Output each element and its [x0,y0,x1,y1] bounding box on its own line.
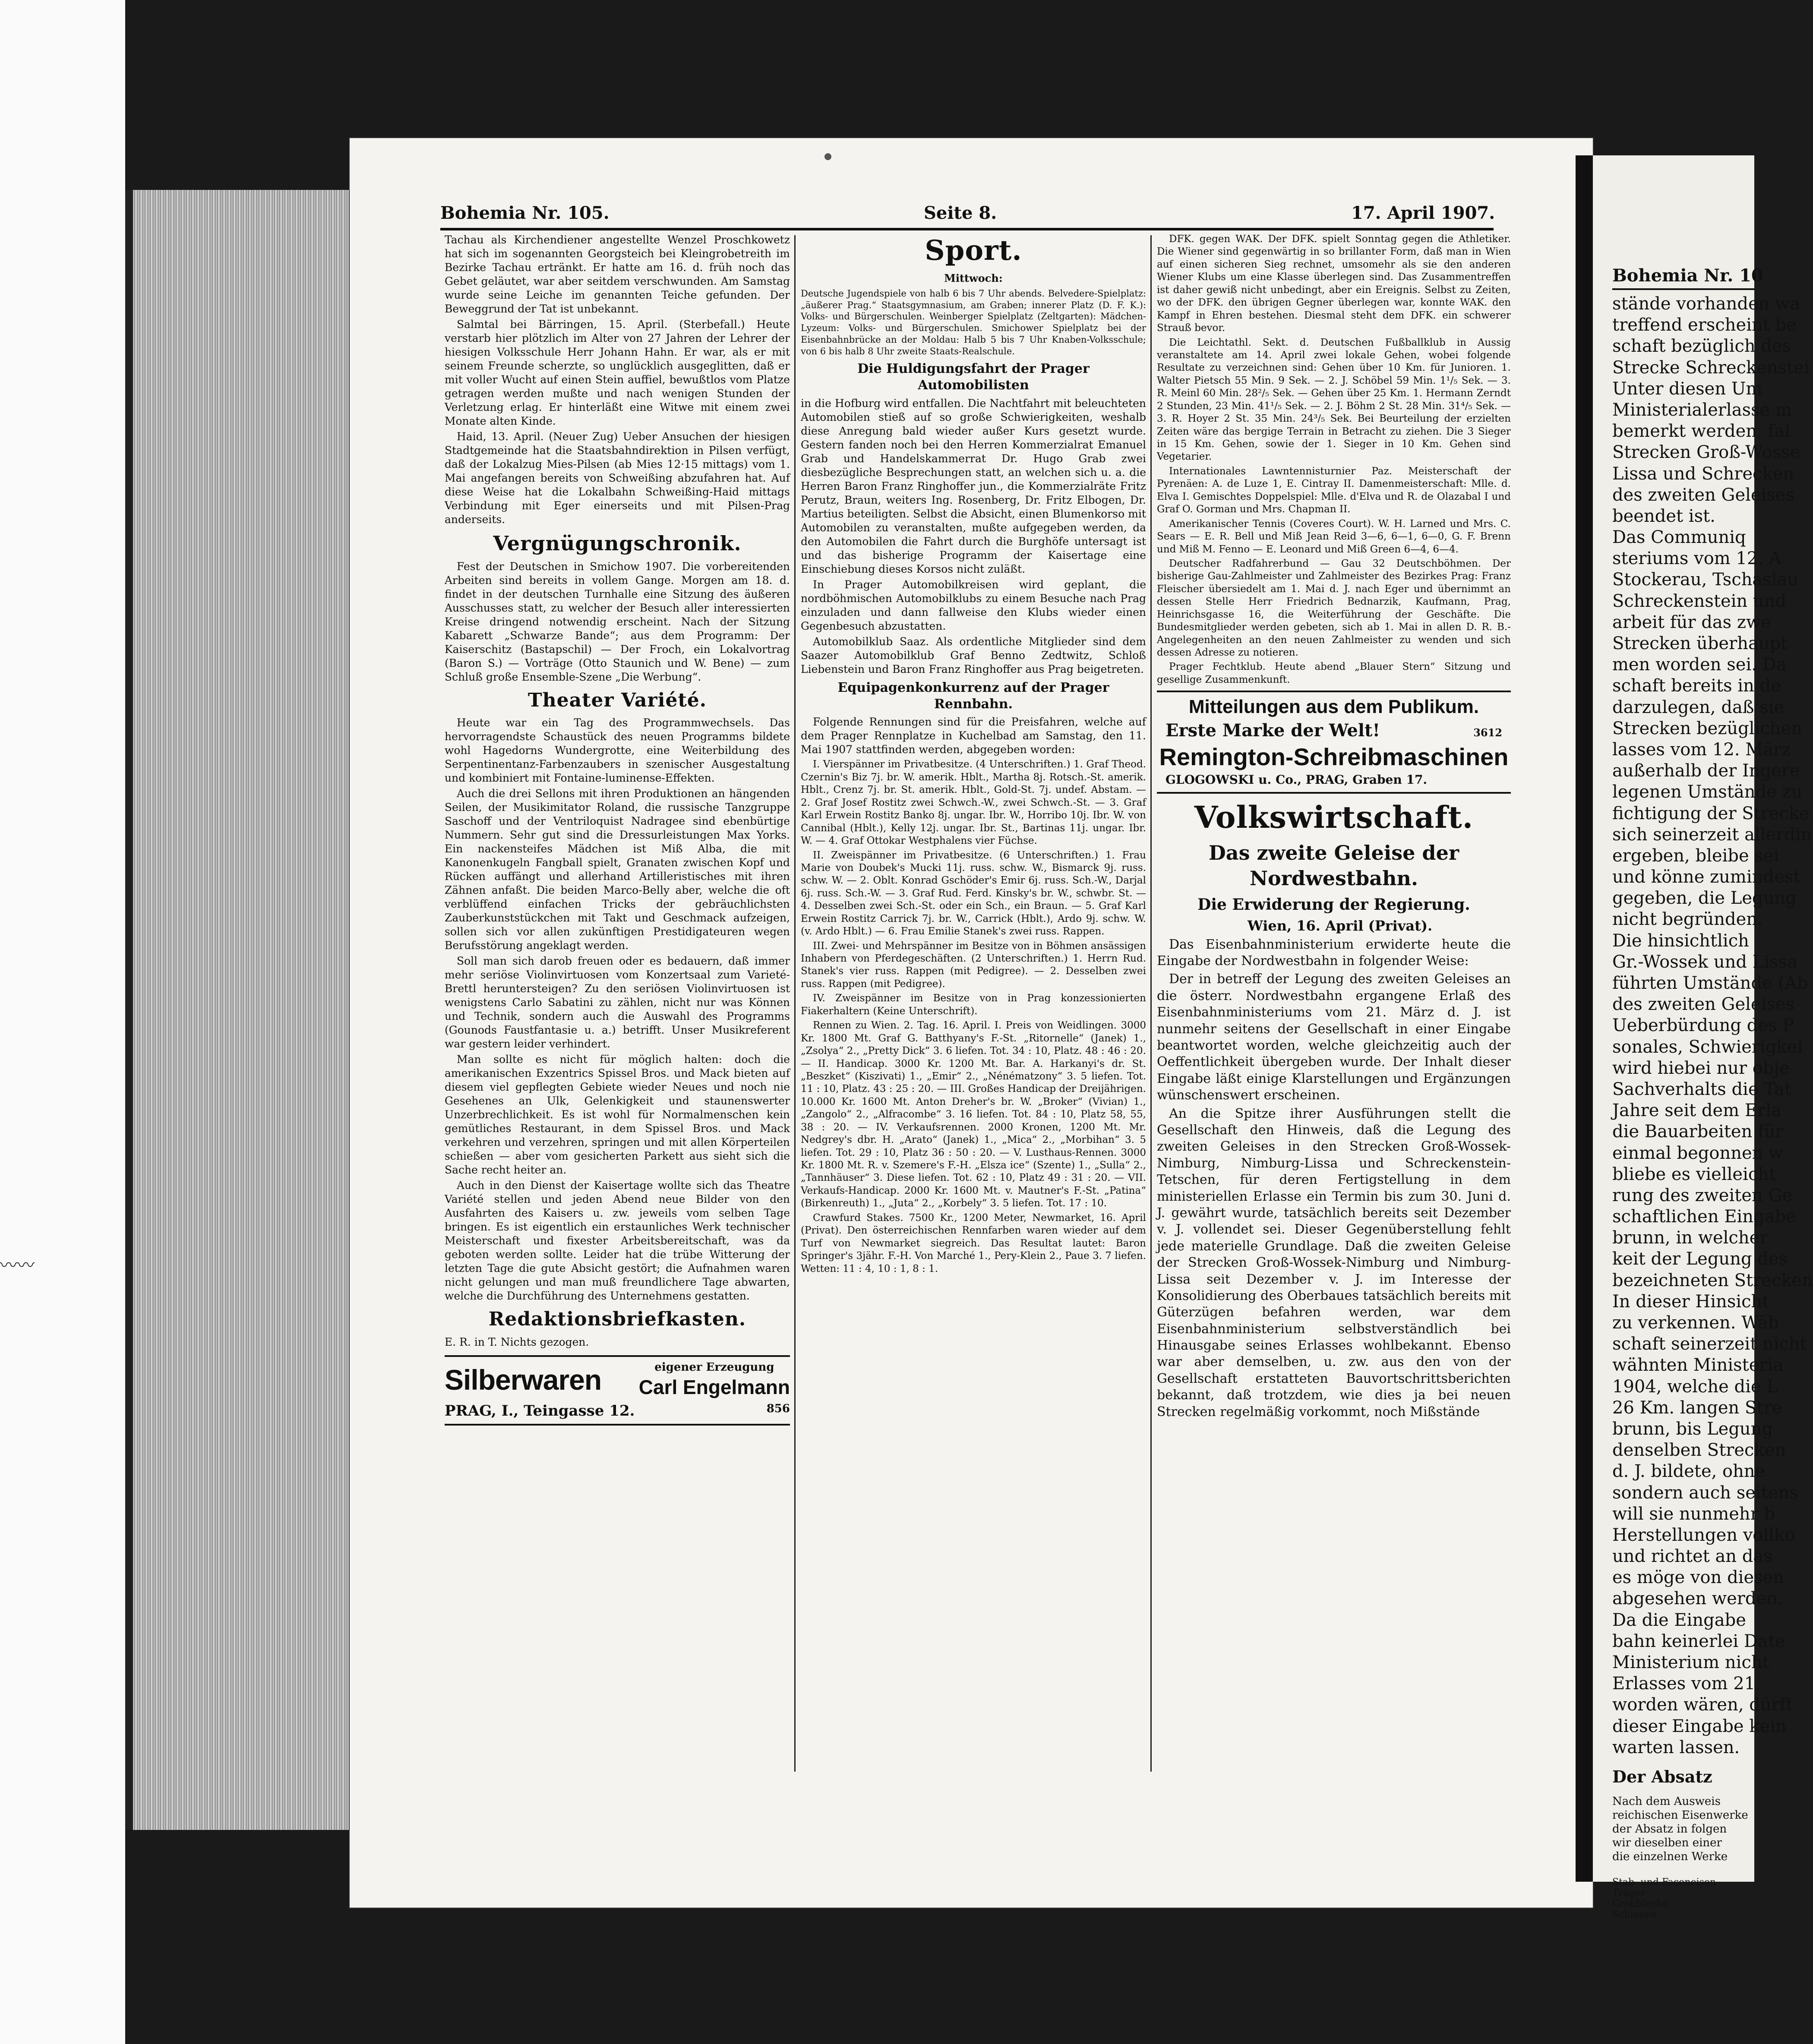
facing-heading-absatz: Der Absatz [1612,1766,1712,1786]
facing-text-line: fichtigung der Strecke [1612,803,1810,823]
facing-text-line: Die hinsichtlich [1612,931,1749,951]
column-1 [445,233,790,1770]
facing-text-line: sondern auch seitens [1612,1483,1798,1503]
facing-text-line: Jahre seit dem Erla [1612,1101,1781,1121]
facing-text-line: Strecken bezüglichen [1612,718,1802,738]
article-haid: Haid, 13. April. (Neuer Zug) Ueber Ansuchen der hiesigen Stadtgemeinde hat die Staatsbahndirektion in Pilsen verfügt, daß der Lokalzug Mies-Pilsen (ab Mies 12·15 mittags) vom 1. Mai angefangen bereits von Schweißing abzufahren hat. Auf diese Weise hat die Lokalbahn Schweißing-Haid mittags Verbindung mit Eger einerseits und mit Pilsen-Prag anderseits. [445,430,790,526]
facing-text-line: brunn, in welcher [1612,1228,1768,1248]
article-theater-1: Heute war ein Tag des Programmwechsels. Das hervorragendste Schaustück des neuen Programms bildete wohl Hagedorns Wundergrotte, eine Weiterbildung des Serpentinentanz-Farbenzaubers in szenischer Ausgestaltung und kombiniert mit Fontaine-luminense-Effekten. [445,716,790,785]
facing-text-line: worden wären, dürft [1612,1695,1793,1715]
facing-text-line: nicht begründen. [1612,909,1763,930]
sport-mittwoch: Mittwoch: [944,271,1003,284]
facing-text-line: denselben Strecken [1612,1440,1786,1460]
facing-text-line: wir dieselben einer [1612,1836,1722,1849]
scan-margin-left [0,0,125,2044]
facing-text-line: Ministerialerlasse m [1612,400,1792,420]
facing-table-row: Träger [1612,1887,1645,1899]
facing-text-line: es möge von diesen [1612,1568,1785,1588]
facing-text-line: die Bauarbeiten für [1612,1122,1784,1142]
article-amerik-tennis: Amerikanischer Tennis (Coveres Court). W. H. Larned und Mrs. C. Sears — E. R. Bell und Miß Jean Reid 3—6, 6—1, 6—0, G. F. Brenn und Miß M. Fenno — E. Leonard und Miß Green 6—4, 6—4. [1157,518,1511,555]
heading-redaktionsbriefkasten: Redaktionsbriefkasten. [488,1308,746,1331]
facing-text-line: Sachverhalts die Tat [1612,1079,1791,1099]
running-head-left: Bohemia Nr. 105. [440,203,610,223]
heading-sport: Sport. [925,234,1022,267]
heading-mitteilungen: Mitteilungen aus dem Publikum. [1188,696,1479,718]
facing-text-line: abgesehen werden. [1612,1589,1783,1609]
facing-text-line: Herstellungen vollko [1612,1525,1795,1545]
facing-text-line: wird hiebei nur obje [1612,1058,1790,1078]
facing-text-line: wähnten Ministeria [1612,1355,1784,1375]
facing-text-line: steriums vom 12. A [1612,549,1781,569]
facing-text-line: warten lassen. [1612,1737,1740,1757]
article-theater-4: Man sollte es nicht für möglich halten: doch die amerikanischen Exzentrics Spissel Bros. und Mack bieten auf diesem viel gepflegten Gebiete wieder Neues und noch nie Gesehenes an Ulk, Gelenkigkeit und staunenswerter Unzerbrechlichkeit. Es ist wohl für Normalmenschen kein gemütliches Restaurant, in dem Spissel Bros. und Mack verkehren und verzehren, springen und mit allen Körperteilen schießen — aber vom gesicherten Parkett aus sieht sich die Sache recht heiter an. [445,1053,790,1177]
article-automobilklub-saaz: Automobilklub Saaz. Als ordentliche Mitglieder sind dem Saazer Automobilklub Graf Benno Zedtwitz, Schloß Liebenstein und Baron Franz Ringhoffer aus Prag beigetreten. [801,635,1146,675]
facing-text-line: die einzelnen Werke [1612,1850,1728,1863]
facing-text-line: bliebe es vielleicht [1612,1164,1776,1184]
facing-text-line: In dieser Hinsicht [1612,1291,1769,1312]
facing-text-line: bahn keinerlei Date [1612,1631,1785,1651]
ad-carl-engelmann: Carl Engelmann [638,1375,790,1398]
facing-text-line: gegeben, die Legung [1612,888,1797,908]
facing-text-line: reichischen Eisenwerke [1612,1808,1748,1822]
article-dfk-wak: DFK. gegen WAK. Der DFK. spielt Sonntag gegen die Athletiker. Die Wiener sind gegenwärtig in so brillanter Form, daß man in Wien auf einen sicheren Sieg rechnet, umsomehr als sie den anderen Wiener Klubs um eine Klasse überlegen sind. Das Zusammentreffen ist daher gewiß nicht unbedingt, aber ein Ereignis. Selbst zu Zeiten, wo der DFK. den übrigen Gegner überlegen war, konnte WAK. den Kampf in Ehren bestehen. Diesmal steht dem DFK. ein schwerer Strauß bevor. [1157,233,1511,334]
facing-text-line: außerhalb der Ingere [1612,761,1800,781]
ad-glogowski: GLOGOWSKI u. Co., PRAG, Graben 17. [1166,773,1428,787]
equipagen-fiaker: IV. Zweispänner im Besitze von in Prag konzessionierten Fiakerhaltern (Keine Unterschrift). [801,993,1146,1017]
heading-theater-variete: Theater Variété. [527,689,707,711]
article-tachau: Tachau als Kirchendiener angestellte Wenzel Proschkowetz hat sich im sogenannten Georgsteich bei Kleingrobetreith im Bezirke Tachau ertränkt. Er hatte am 16. d. früh noch das Gebet geläutet, war aber seitdem verschwunden. Am Samstag wurde seine Leiche im genannten Teiche gefunden. Der Beweggrund der Tat ist unbekannt. [445,233,790,315]
header-rule [440,228,1494,230]
facing-text-line: Lissa und Schrecken [1612,464,1794,484]
article-nordwest-3: An die Spitze ihrer Ausführungen stellt die Gesellschaft den Hinweis, daß die Legung des zweiten Geleises in den Strecken Groß-Wossek-Nimburg, Nimburg-Lissa und Schreckenstein-Tetschen, für deren Fertigstellung in dem ministeriellen Erlasse ein Termin bis zum 30. Juni d. J. gewährt wurde, tatsächlich bereits seit Dezember v. J. vollendet sei. Dieser Gegenüberstellung fehlt jede materielle Grundlage. Daß die zweiten Geleise der Strecken Groß-Wossek-Nimburg und Nimburg-Lissa seit Dezember v. J. im Interesse der Konsolidierung des Oberbaues tatsächlich bereits mit Güterzügen befahren werden, war dem Eisenbahnministerium selbstverständlich bei Hinausgabe seines Erlasses wohlbekannt. Ebenso war aber demselben, u. zw. aus den von der Gesellschaft erstatteten Bauvortschrittsberichten bekannt, daß trotzdem, wie dies ja bei neuen Strecken regelmäßig vorkommt, noch Mißstände [1157,1106,1511,1419]
article-fechtklub: Prager Fechtklub. Heute abend „Blauer Stern“ Sitzung und gesellige Zusammenkunft. [1157,661,1511,685]
article-leichtathletik: Die Leichtathl. Sekt. d. Deutschen Fußballklub in Aussig veranstaltete am 14. April zwei lokale Gehen, wobei folgende Resultate zu verzeichnen sind: Gehen über 10 Km. für Junioren. 1. Walter Pietsch 55 Min. 9 Sek. — 2. J. Schöbel 59 Min. 1¹/₅ Sek. — 3. R. Meinl 60 Min. 28²/₅ Sek. — Gehen über 25 Km. 1. Hermann Zerndt 2 Stunden, 23 Min. 41¹/₅ Sek. — 2. J. Böhm 2 St. 28 Min. 31⁴/₅ Sek. — 3. R. Hoyer 2 St. 35 Min. 24³/₅ Sek. Bei Beurteilung der erzielten Zeiten wäre das bergige Terrain in Betracht zu ziehen. Die 3 Sieger in 15 Km. Gehen, sowie der 1. Sieger in 10 Km. Gehen sind Vegetarier. [1157,337,1511,463]
facing-text-line: stände vorhanden wa [1612,294,1800,314]
facing-text-line: legenen Umstände zu [1612,782,1803,802]
scan-mark: 〰〰 [0,1255,35,1275]
running-head-page: Seite 8. [924,203,997,223]
heading-equipagenkonkurrenz: Equipagenkonkurrenz auf der Prager Rennbahn. [837,680,1109,712]
facing-page-content [1612,265,1813,1920]
facing-text-line: einmal begonnen w [1612,1143,1784,1163]
facing-text-line: Das Communiq [1612,527,1746,548]
facing-text-line: d. J. bildete, ohne [1612,1461,1766,1482]
facing-text-line: Schreckenstein und [1612,591,1787,611]
facing-running-head: Bohemia Nr. 10 [1612,265,1763,286]
facing-text-line: Unter diesen Um [1612,379,1762,399]
facing-text-line: Da die Eingabe [1612,1610,1746,1630]
facing-text-lines [1612,293,1813,1758]
facing-text-line: des zweiten Geleises [1612,485,1795,505]
facing-text-line: dieser Eingabe kein [1612,1716,1787,1736]
article-nordwest-1: Das Eisenbahnministerium erwiderte heute die Eingabe der Nordwestbahn in folgender Weise: [1157,937,1511,969]
ad-address: PRAG, I., Teingasse 12. [445,1402,635,1419]
page-hole [824,153,831,160]
facing-text-line: führten Umstände (Ab [1612,973,1808,993]
facing-text-line: sonales, Schwierigkei [1612,1037,1803,1057]
sport-jugendspiele: Deutsche Jugendspiele von halb 6 bis 7 Uhr abends. Belvedere-Spielplatz: „äußerer Prag.“ Staatsgymnasium, am Graben; innerer Platz (D. F. K.): Volks- und Bürgerschulen. Weinberger Spielplatz (Zeltgarten): Mädchen-Lyzeum: Volks- und Bürgerschulen. Smichower Spielplatz bei der Eisenbahnbrücke an der Moldau: Halb 5 bis 7 Uhr Knaben-Volksschule; von 6 bis halb 8 Uhr zweite Staats-Realschule. [801,288,1146,356]
column-2 [801,233,1146,1770]
ad-remington: Remington-Schreibmaschinen [1159,743,1509,770]
facing-text-line: bemerkt werden, fal [1612,421,1790,442]
article-radfahrerbund: Deutscher Radfahrerbund — Gau 32 Deutschböhmen. Der bisherige Gau-Zahlmeister und Zahlmeister des Bezirkes Prag: Franz Fleischer übersiedelt am 1. Mai d. J. nach Eger und übernimmt an dessen Stelle Herr Friedrich Bednarzik, Kaufmann, Prag, Heinrichsgasse 16, die Weiterführung der Geschäfte. Die Bundesmitglieder werden gebeten, sich ab 1. Mai in allen D. R. B.-Angelegenheiten an den neuen Zahlmeister zu wenden und sich dessen Adresse zu notieren. [1157,558,1511,658]
facing-text-line: treffend erscheint be [1612,315,1797,335]
facing-text-line: 26 Km. langen Stre [1612,1397,1782,1418]
facing-text-line: Strecken überhaupt [1612,634,1788,653]
article-theater-3: Soll man sich darob freuen oder es bedauern, daß immer mehr seriöse Violinvirtuosen vom Konzertsaal zum Varieté-Brettl heruntersteigen? Zu den seriösen Violinvirtuosen ist wenigstens Carlo Sabatini zu zählen, nicht nur was Können und Technik, sondern auch die Auswahl des Programms (Gounods Faustfantasie u. a.) betrifft. Unser Musikreferent war gestern leider verhindert. [445,955,790,1050]
heading-huldigungsfahrt: Die Huldigungsfahrt der Prager Automobilisten [857,361,1090,393]
ad-silberwaren-title: Silberwaren [445,1364,602,1396]
article-theater-2: Auch die drei Sellons mit ihren Produktionen an hängenden Seilen, der Musikimitator Roland, die russische Tanzgruppe Saschoff und der Ventriloquist Nadragee sind ebenbürtige Nummern. Sehr gut sind die Dressurleistungen Max Yorks. Ein nackensteifes Mädchen ist Miß Alba, die mit Kanonenkugeln Fangball spielt, Granaten zwischen Kopf und Rücken auffängt und allerhand Artilleristisches mit ihren Zähnen anfaßt. Die beiden Marco-Belly aber, welche die oft verblüffend einfachen Tricks der gebräuchlichsten Zauberkunststückchen mit Takt und Geschmack aufzeigen, sollen sich vor allen zukünftigen Prestidigateuren wegen Berufsstörung angeklagt werden. [445,787,790,952]
facing-text-line: Strecke Schreckenstei [1612,357,1810,378]
article-fest-smichow: Fest der Deutschen in Smichow 1907. Die vorbereitenden Arbeiten sind bereits in vollem Gange. Morgen am 18. d. findet in der deutschen Turnhalle eine Sitzung des äußeren Ausschusses statt, zu welcher der Besuch aller interessierten Kreise dringend notwendig erscheint. Nach der Sitzung Kabarett „Schwarze Bande“; aus dem Programm: Der Kaiserschitz (Bastapschil) — Der Froch, ein Lokalvortrag (Baron S.) — Vorträge (Otto Staunich und W. Bene) — zum Schluß große Ensemble-Szene „Die Werbung“. [445,560,790,683]
facing-text-line: Gr.-Wossek und Lissa [1612,952,1797,972]
article-rennen-wien: Rennen zu Wien. 2. Tag. 16. April. I. Preis von Weidlingen. 3000 Kr. 1800 Mt. Graf G. Batthyany's F.-St. „Ritornelle“ (Janek) 1., „Zsolya“ 2., „Pretty Dick“ 3. 6 liefen. Tot. 34 : 10, Platz. 48 : 46 : 20. — II. Handicap. 3000 Kr. 1200 Mt. Bar. A. Harkanyi's dr. St. „Beszket“ (Kiszivati) 1., „Emir“ 2., „Nénématzony“ 3. 5 liefen. Tot. 11 : 10, Platz. 43 : 25 : 20. — III. Großes Handicap der Dreijährigen. 10.000 Kr. 1600 Mt. Anton Dreher's br. W. „Broker“ (Vivian) 1., „Zangolo“ 2., „Alfracombe“ 3. 16 liefen. Tot. 84 : 10, Platz 58, 55, 38 : 20. — IV. Verkaufsrennen. 2000 Kronen, 1200 Mt. Mr. Nedgrey's dbr. H. „Arato“ (Janek) 1., „Mica“ 2., „Morbihan“ 3. 5 liefen. Tot. 29 : 10, Platz 36 : 50 : 20. — V. Lusthaus-Rennen. 3000 Kr. 1800 Mt. R. v. Szemere's F.-H. „Elsza ice“ (Szente) 1., „Sulla“ 2., „Tannhäuser“ 3. Diese liefen. Tot. 62 : 10, Platz 49 : 31 : 20. — VII. Verkaufs-Handicap. 2000 Kr. 1600 Mt. v. Mautner's F.-St. „Patina“ (Birkenreuth) 1., „Juta“ 2., „Korbely“ 3. 5 liefen. Tot. 17 : 10. [801,1020,1146,1209]
facing-text-line: Ministerium nicht [1612,1653,1769,1672]
facing-text-line: men worden sei. Da [1612,655,1787,675]
equipagen-mehrspaenner: III. Zwei- und Mehrspänner im Besitze von in Böhmen ansässigen Inhabern von Pferdegeschäften. (2 Unterschriften.) 1. Herrn Rud. Stanek's vier russ. Rappen (mit Pedigree). — 2. Desselben zwei russ. Rappen (mit Pedigree). [801,940,1146,990]
heading-vergnuegungschronik: Vergnügungschronik. [493,532,742,555]
facing-text-line: Stockerau, Tschaslau [1612,570,1799,590]
equipagen-vierspaenner: I. Vierspänner im Privatbesitze. (4 Unterschriften.) 1. Graf Theod. Czernin's Biz 7j. br. W. amerik. Hblt., Martha 8j. Rotsch.-St. amerik. Hblt., Crenz 7j. br. St. amerik. Hblt., Gold-St. 7j. undef. Abstam. — 2. Graf Josef Rostitz zwei Schwch.-W., zwei Schwch.-St. — 3. Graf Karl Erwein Rostitz Banko 8j. ungar. Ibr. W., Horribo 10j. Ibr. W. von Cannibal (Hblt.), Kelly 12j. ungar. Ibr. St., Bartinas 11j. ungar. Ibr. W. — 4. Graf Ottokar Westphalens vier Füchse. [801,759,1146,847]
facing-table-row: Schienen [1612,1909,1657,1920]
heading-zweite-geleise: Das zweite Geleise der Nordwestbahn. [1208,841,1459,890]
facing-text-line: rung des zweiten Ge [1612,1185,1793,1205]
heading-erwiderung: Die Erwiderung der Regierung. [1197,895,1470,914]
ad-eigener-erzeugung: eigener Erzeugung [654,1360,774,1374]
book-page-edges [125,190,357,1830]
facing-text-line: des zweiten Geleises [1612,994,1795,1015]
column-rule-2 [1150,235,1152,1772]
article-crawfurd-stakes: Crawfurd Stakes. 7500 Kr., 1200 Meter, Newmarket, 16. April (Privat). Den österreichischen Rennfarben waren wieder auf dem Turf von Newmarket siegreich. Das Resultat lautet: Baron Springer's 3jähr. F.-H. Von Marché 1., Pery-Klein 2., Paue 3. 7 liefen. Wetten: 11 : 4, 10 : 1, 8 : 1. [801,1212,1146,1274]
facing-text-line: beendet ist. [1612,506,1715,526]
heading-volkswirtschaft: Volkswirtschaft. [1194,799,1474,836]
dateline-wien: Wien, 16. April (Privat). [1247,917,1433,934]
facing-text-line: und richtet an das [1612,1546,1772,1567]
facing-text-line: Nach dem Ausweis [1612,1795,1721,1808]
article-automobilkreise: In Prager Automobilkreisen wird geplant, die nordböhmischen Automobilklubs zu einem Besuche nach Prag einzuladen und dann fallweise den Klubs wieder einen Gegenbesuch abzustatten. [801,578,1146,632]
ad-number: 856 [766,1402,790,1415]
facing-text-line: Strecken Groß-Wosse [1612,442,1800,463]
facing-text-line: Ueberbürdung des P [1612,1016,1794,1036]
running-head-date: 17. April 1907. [1351,203,1495,223]
facing-text-line: Erlasses vom 21. [1612,1674,1761,1694]
facing-text-line: lasses vom 12. März [1612,739,1791,760]
facing-table [1612,1877,1754,1920]
letterbox-note: E. R. in T. Nichts gezogen. [445,1335,589,1348]
facing-table-row: Stab- und Façoneisen [1612,1877,1716,1888]
facing-text-line: der Absatz in folgen [1612,1822,1727,1836]
facing-table-row: Grobbleche [1612,1898,1668,1909]
facing-text-line: 1904, welche die L [1612,1376,1778,1397]
facing-text-line: schaftlichen Eingabe [1612,1207,1796,1227]
facing-text-line: arbeit für das zwe [1612,612,1771,632]
column-rule-1 [794,235,796,1772]
facing-text-line: bezeichneten Strecken [1612,1270,1813,1290]
facing-text-line: zu verkennen. Wäh [1612,1313,1779,1333]
publikum-section [1157,691,1511,788]
facing-text-line: und könne zumindest [1612,867,1800,887]
facing-text-line: sich seinerzeit allerdin [1612,824,1812,845]
facing-text-lines-2 [1612,1795,1754,1864]
facing-text-line: schaft bereits in de [1612,676,1781,696]
ad-silberwaren [445,1355,790,1426]
column-3 [1157,233,1511,1770]
facing-text-line: keit der Legung des [1612,1249,1788,1269]
facing-text-line: brunn, bis Legung [1612,1419,1773,1439]
facing-text-line: schaft bezüglich des [1612,336,1791,356]
facing-text-line: schaft seinerzeit nicht [1612,1334,1807,1354]
facing-text-line: ergeben, bleibe sei [1612,845,1779,866]
facing-text-line: will sie nunmehr b [1612,1504,1775,1524]
article-huldigungsfahrt: in die Hofburg wird entfallen. Die Nachtfahrt mit beleuchteten Automobilen stieß auf so große Schwierigkeiten, weshalb diese Anregung bald wieder außer Kurs gesetzt wurde. Gestern fanden noch bei den Herren Kommerzialrat Emanuel Grab und Handelskammerrat Dr. Hugo Grab zwei diesbezügliche Besprechungen statt, an welchen sich u. a. die Herren Baron Franz Ringhoffer jun., die Kommerzialräte Fritz Perutz, Braun, weiters Ing. Rosenberg, Dr. Fritz Elbogen, Dr. Martius beteiligten. Selbst die Absicht, einen Blumenkorso mit Automobilen zu veranstalten, mußte aufgegeben werden, da den Automobilen die Fahrt durch die Burghöfe untersagt ist und das bisherige Programm der Kaisertage eine Einschiebung dieses Korsos nicht zuläßt. [801,397,1146,575]
article-lawntennis: Internationales Lawntennisturnier Paz. Meisterschaft der Pyrenäen: A. de Luze 1, E. Cintray II. Damenmeisterschaft: Mlle. d. Elva I. Gemischtes Doppelspiel: Mlle. d'Elva und R. de Olazabal I und Graf O. Gorman und Mrs. Chapman II. [1157,465,1511,515]
ad-erste-marke-num: 3612 [1473,726,1502,739]
ad-erste-marke: Erste Marke der Welt! [1166,720,1380,741]
article-theater-5: Auch in den Dienst der Kaisertage wollte sich das Theatre Variété stellen und jeden Abend neue Bilder von den Ausfahrten des Kaisers u. zw. jeweils vom selben Tage bringen. Es ist eigentlich ein erstaunliches Werk technischer Meisterschaft und fixester Arbeitsbereitschaft, was da geboten werden sollte. Leider hat die trübe Witterung der letzten Tage die gute Absicht gestört; die Aufnahmen waren nicht gelungen und man muß freundlichere Tage abwarten, welche die Durchführung des Unternehmens gestatten. [445,1179,790,1303]
article-nordwest-2: Der in betreff der Legung des zweiten Geleises an die österr. Nordwestbahn ergangene Erlaß des Eisenbahnministeriums vom 21. März d. J. ist nunmehr seitens der Gesellschaft in einer Eingabe beantwortet worden, welche gleichzeitig auch der Oeffentlichkeit übergeben wurde. Der Inhalt dieser Eingabe läßt einige Klarstellungen und Ergänzungen wünschenswert erscheinen. [1157,972,1511,1103]
equipagen-zweispaenner: II. Zweispänner im Privatbesitze. (6 Unterschriften.) 1. Frau Marie von Doubek's Mucki 11j. russ. schw. W., Bismarck 9j. russ. schw. W. — 2. Oblt. Konrad Gschöder's Emir 6j. russ. Sch.-W., Darjal 6j. russ. Sch.-W. — 3. Graf Rud. Ferd. Kinsky's br. W., schwbr. St. — 4. Desselben zwei Sch.-St. oder ein Sch., ein Braun. — 5. Graf Karl Erwein Rostitz Carrick 7j. br. W., Carrick (Hblt.), Ardo 9j. schw. W. (v. Ardo Hblt.) — 6. Frau Emilie Stanek's zwei russ. Rappen. [801,849,1146,937]
article-equipagen-intro: Folgende Rennungen sind für die Preisfahren, welche auf dem Prager Rennplatze in Kuchelbad am Samstag, den 11. Mai 1907 stattfinden werden, abgegeben worden: [801,716,1146,756]
article-salmtal: Salmtal bei Bärringen, 15. April. (Sterbefall.) Heute verstarb hier plötzlich im Alter von 27 Jahren der Lehrer der hiesigen Volksschule Herr Johann Hahn. Er war, als er mit seinem Freunde scherzte, so unglücklich ausgeglitten, daß er mit voller Wucht auf einen Stein auffiel, bewußtlos vom Platze getragen werden mußte und nach wenigen Stunden der Verletzung erlag. Er hinterläßt eine Witwe mit einem zwei Monate alten Kinde. [445,318,790,427]
facing-text-line: darzulegen, daß sie [1612,697,1785,717]
